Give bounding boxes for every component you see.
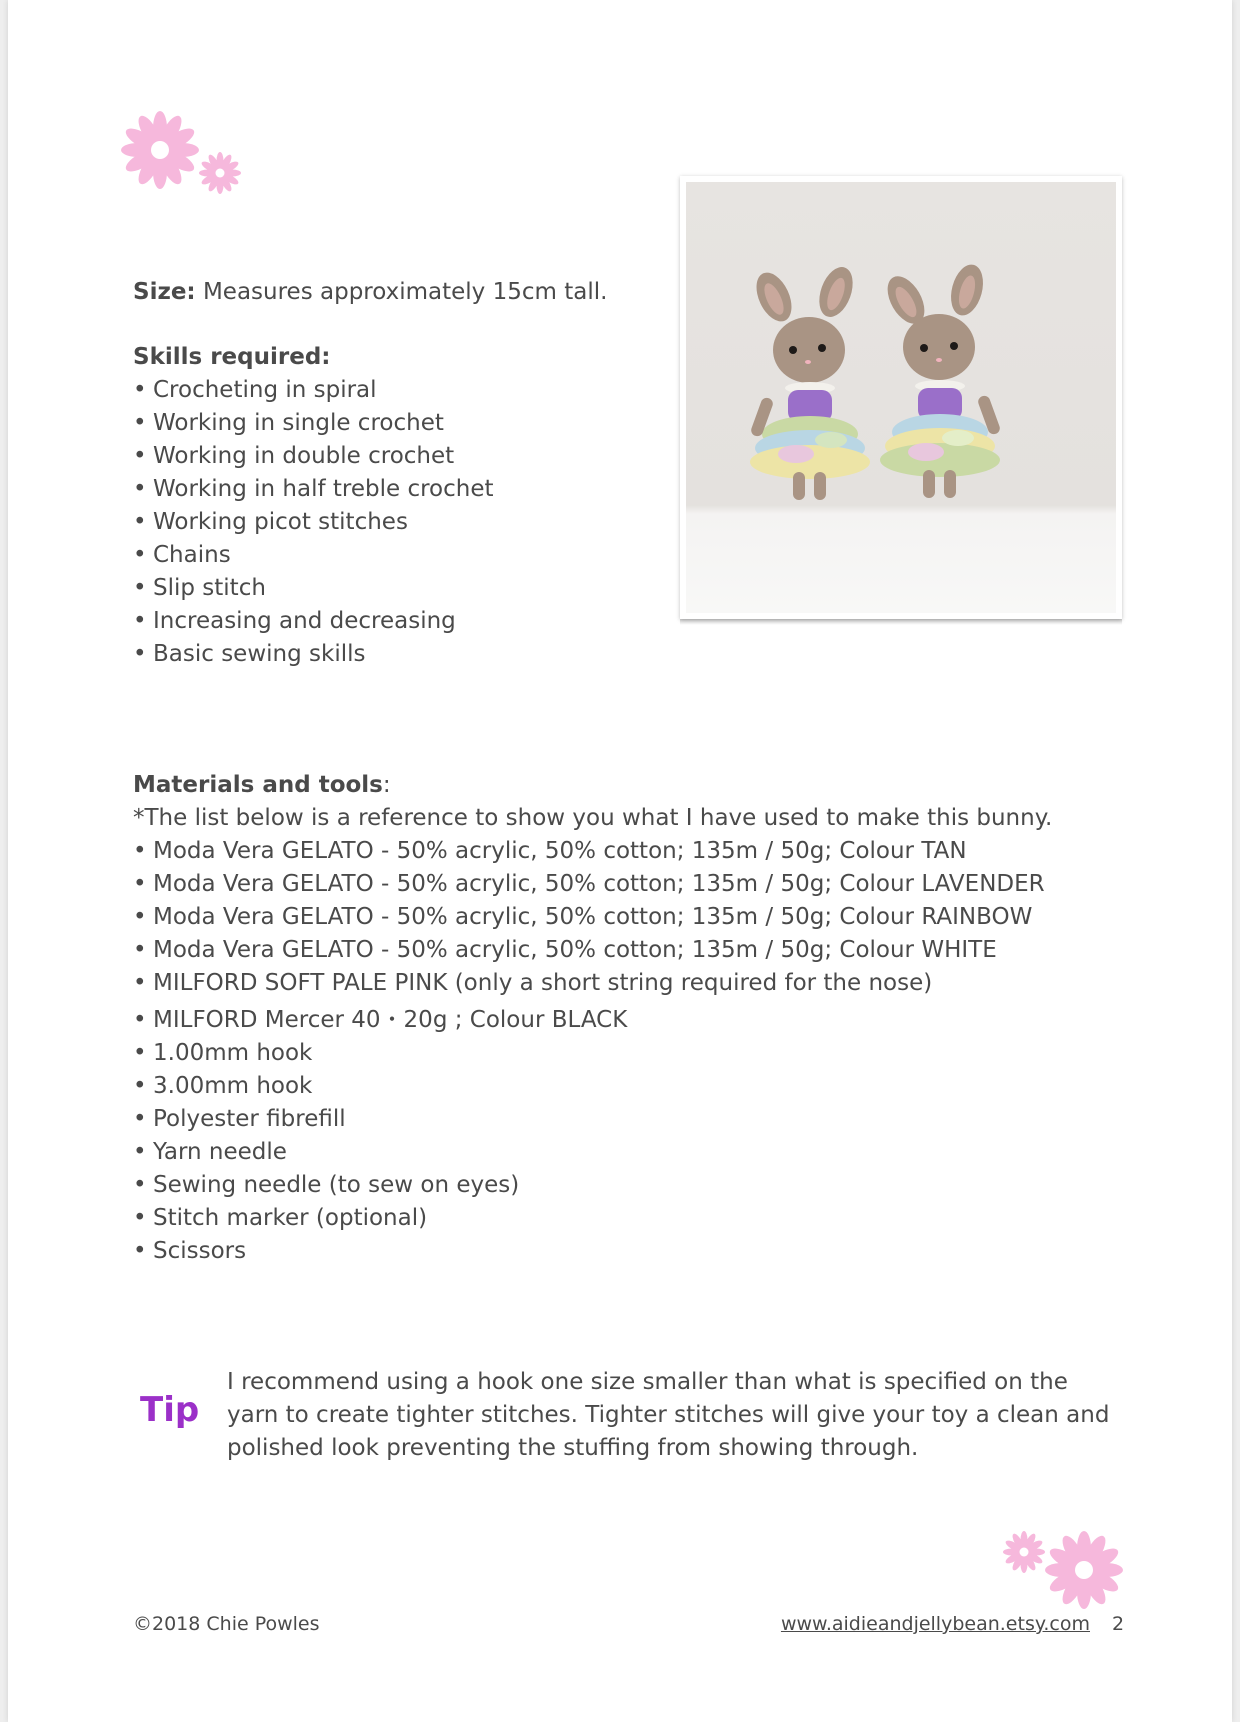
material-item-text: Stitch marker (optional) <box>153 1205 428 1231</box>
size-label: Size: <box>133 279 196 305</box>
tip-line: I recommend using a hook one size smaller than what is specified on the <box>227 1369 1068 1395</box>
flower-large-icon <box>1045 1531 1123 1609</box>
material-item-text: MILFORD SOFT PALE PINK (only a short string required for the nose) <box>153 970 933 996</box>
material-item <box>133 1136 1052 1169</box>
material-item-text: 1.00mm hook <box>153 1040 313 1066</box>
bullet-icon: • <box>133 608 147 634</box>
material-item <box>133 1202 1052 1235</box>
bullet-icon: • <box>133 970 147 996</box>
bullet-icon: • <box>133 476 147 502</box>
skill-item <box>133 506 494 539</box>
skill-item-text: Basic sewing skills <box>153 641 366 667</box>
skill-item-text: Working picot stitches <box>153 509 408 535</box>
material-item <box>133 967 1052 1004</box>
material-item-text: Moda Vera GELATO - 50% acrylic, 50% cotton; 135m / 50g; Colour RAINBOW <box>153 904 1033 930</box>
bullet-icon: • <box>133 443 147 469</box>
size-line <box>133 276 607 309</box>
page-number: 2 <box>1112 1613 1125 1635</box>
material-item-text: Scissors <box>153 1238 247 1264</box>
material-item <box>133 1103 1052 1136</box>
document-page <box>8 0 1232 1722</box>
tip-text <box>227 1366 1127 1465</box>
tip-line: yarn to create tighter stitches. Tighter stitches will give your toy a clean and <box>227 1402 1110 1428</box>
skill-item-text: Slip stitch <box>153 575 266 601</box>
material-item <box>133 1070 1052 1103</box>
material-item <box>133 901 1052 934</box>
material-item-text: Moda Vera GELATO - 50% acrylic, 50% cotton; 135m / 50g; Colour LAVENDER <box>153 871 1045 897</box>
flower-large-icon <box>121 111 199 189</box>
material-item <box>133 1235 1052 1268</box>
skills-heading: Skills required: <box>133 344 331 370</box>
bullet-icon: • <box>133 377 147 403</box>
flower-decoration-bottom <box>998 1528 1128 1624</box>
bunny-photo <box>686 182 1116 613</box>
skill-item <box>133 407 494 440</box>
material-item <box>133 868 1052 901</box>
tip-label: Tip <box>140 1390 200 1430</box>
skill-item-text: Working in single crochet <box>153 410 444 436</box>
skill-item-text: Working in double crochet <box>153 443 455 469</box>
material-item <box>133 934 1052 967</box>
footer-url <box>781 1613 1090 1635</box>
skill-item <box>133 605 494 638</box>
materials-section <box>133 769 1052 1268</box>
materials-heading-colon: : <box>382 772 391 798</box>
bullet-icon: • <box>133 1139 147 1165</box>
bullet-icon: • <box>133 641 147 667</box>
bullet-icon: • <box>133 1040 147 1066</box>
material-item-text: 3.00mm hook <box>153 1073 313 1099</box>
skill-item <box>133 374 494 407</box>
skill-item-text: Increasing and decreasing <box>153 608 456 634</box>
skill-item-text: Working in half treble crochet <box>153 476 494 502</box>
bullet-icon: • <box>133 575 147 601</box>
bullet-icon: • <box>133 838 147 864</box>
skill-item <box>133 473 494 506</box>
footer-copyright: ©2018 Chie Powles <box>133 1613 320 1635</box>
material-item <box>133 1169 1052 1202</box>
bullet-icon: • <box>133 509 147 535</box>
skill-item <box>133 440 494 473</box>
bullet-icon: • <box>133 904 147 930</box>
materials-heading: Materials and tools <box>133 772 383 798</box>
bunnies-illustration <box>686 182 1116 613</box>
materials-list <box>133 835 1052 1268</box>
material-item-text: Yarn needle <box>153 1139 287 1165</box>
material-item-text: Sewing needle (to sew on eyes) <box>153 1172 520 1198</box>
bunny-right-icon <box>880 261 1001 498</box>
flower-small-icon <box>199 152 241 194</box>
materials-heading-line <box>133 769 1052 802</box>
bullet-icon: • <box>133 1205 147 1231</box>
material-item <box>133 1004 1052 1037</box>
skills-list <box>133 374 494 671</box>
size-text: Measures approximately 15cm tall. <box>195 279 608 305</box>
bunny-left-icon <box>749 262 870 500</box>
material-item-text: Polyester fibrefill <box>153 1106 346 1132</box>
bullet-icon: • <box>133 1007 147 1033</box>
material-item-text: Moda Vera GELATO - 50% acrylic, 50% cotton; 135m / 50g; Colour TAN <box>153 838 967 864</box>
bunny-photo-frame <box>680 176 1122 619</box>
bullet-icon: • <box>133 1172 147 1198</box>
bullet-icon: • <box>133 871 147 897</box>
bullet-icon: • <box>133 1238 147 1264</box>
material-item-text: Moda Vera GELATO - 50% acrylic, 50% cotton; 135m / 50g; Colour WHITE <box>153 937 997 963</box>
skill-item-text: Crocheting in spiral <box>153 377 377 403</box>
footer-url-link[interactable]: www.aidieandjellybean.etsy.com <box>780 1613 1090 1635</box>
bullet-icon: • <box>133 937 147 963</box>
bullet-icon: • <box>133 410 147 436</box>
materials-note: *The list below is a reference to show you what I have used to make this bunny. <box>133 805 1053 831</box>
material-item-text: MILFORD Mercer 40・20g ; Colour BLACK <box>153 1007 628 1033</box>
bullet-icon: • <box>133 542 147 568</box>
flower-small-icon <box>1003 1531 1045 1573</box>
skill-item <box>133 539 494 572</box>
skill-item <box>133 638 494 671</box>
material-item <box>133 835 1052 868</box>
bullet-icon: • <box>133 1073 147 1099</box>
skill-item <box>133 572 494 605</box>
material-item <box>133 1037 1052 1070</box>
skill-item-text: Chains <box>153 542 231 568</box>
flower-decoration-top <box>120 110 245 200</box>
bullet-icon: • <box>133 1106 147 1132</box>
tip-line: polished look preventing the stuffing from showing through. <box>227 1435 919 1461</box>
skills-section <box>133 341 494 671</box>
